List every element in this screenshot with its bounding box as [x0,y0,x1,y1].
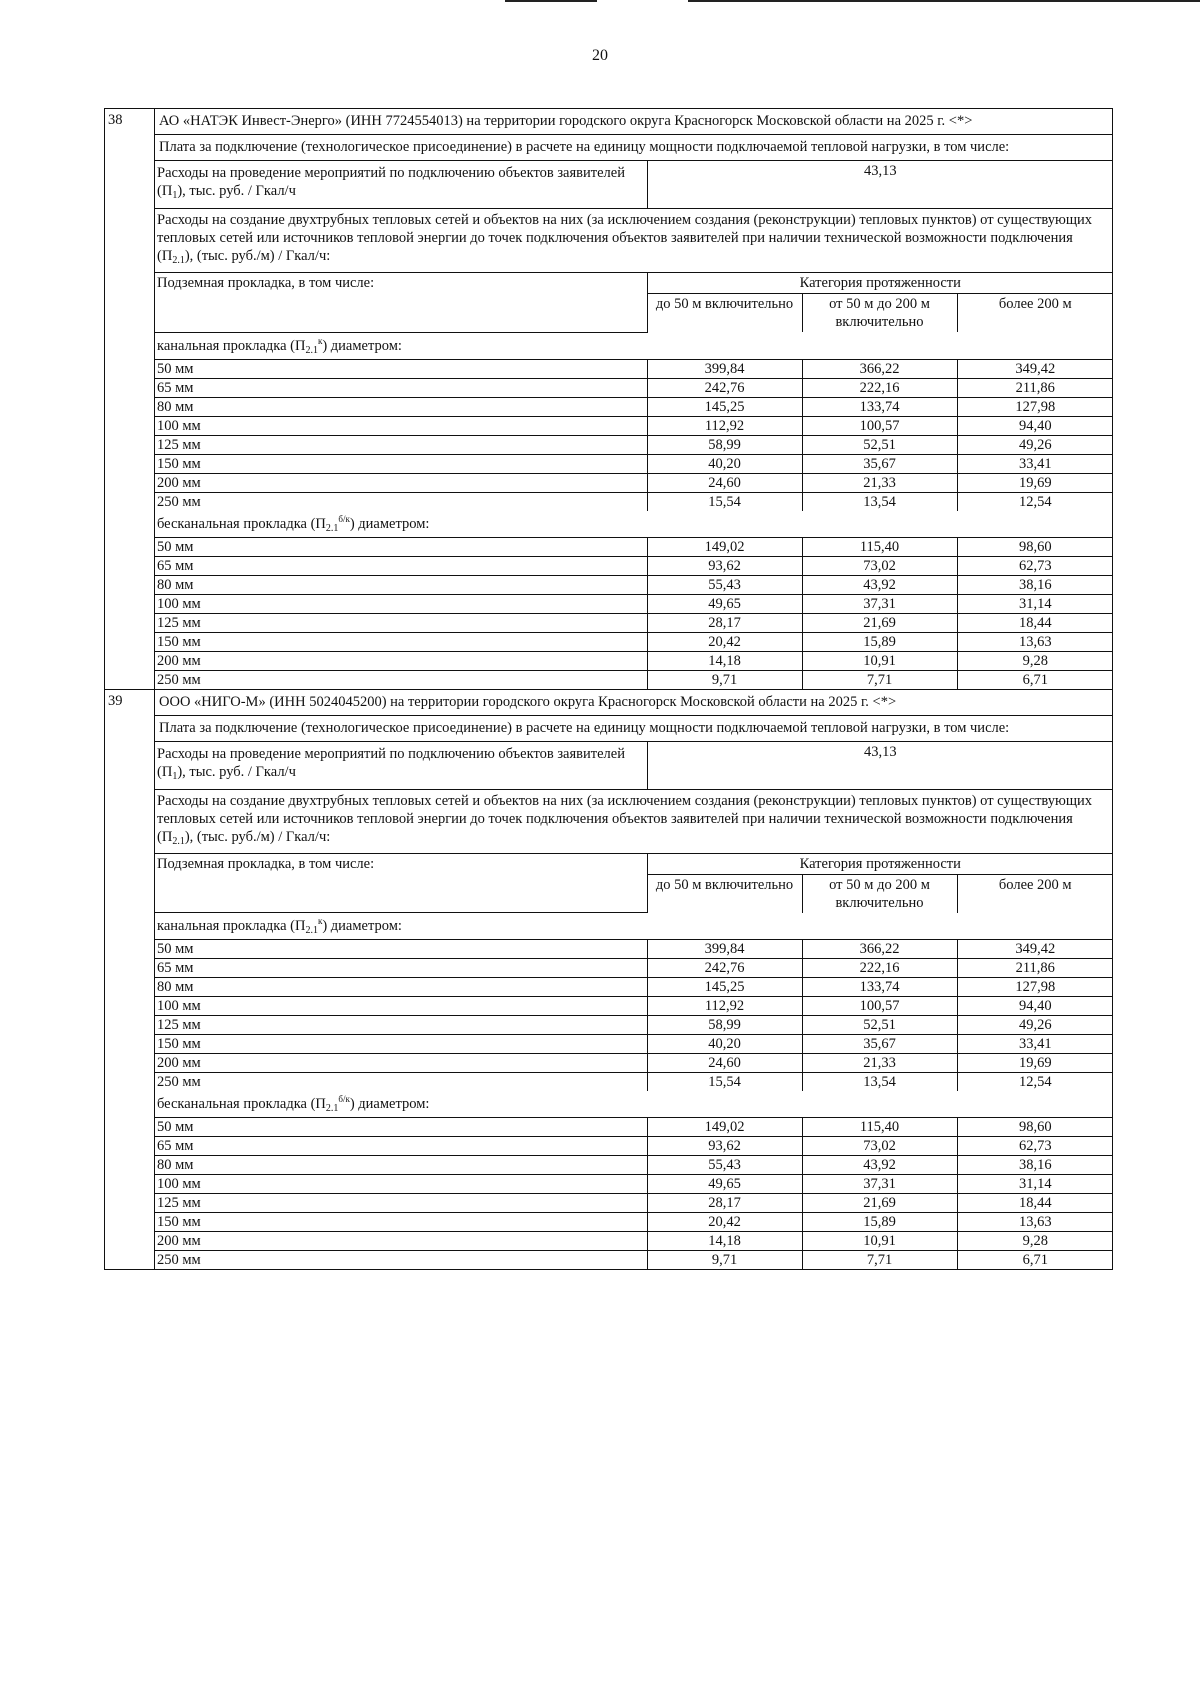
entry-number: 39 [105,689,155,1270]
value-upto-50-cell: 14,18 [647,1232,802,1251]
diameter-cell: 50 мм [155,1118,647,1137]
channel-section-row [155,913,1113,940]
channelless-section-label [155,511,1113,538]
value-upto-50-cell: 55,43 [647,1156,802,1175]
value-upto-50-cell: 15,54 [647,492,802,511]
value-upto-50-cell: 58,99 [647,1016,802,1035]
value-50-200-cell: 73,02 [802,1137,957,1156]
entry-block [155,689,1113,1270]
channel-section-sup: к [317,916,323,926]
channel-section-row [155,332,1113,359]
value-over-200-cell: 9,28 [957,651,1113,670]
underground-header: Подземная прокладка, в том числе: [155,273,647,333]
networks-description [155,789,1113,853]
value-upto-50-cell: 242,76 [647,378,802,397]
value-over-200-cell: 127,98 [957,978,1113,997]
value-over-200-cell: 31,14 [957,1175,1113,1194]
length-category-header: Категория протяженности [647,853,1113,874]
value-50-200-cell: 222,16 [802,378,957,397]
value-upto-50-cell: 58,99 [647,435,802,454]
expense-value: 43,13 [647,161,1113,209]
channel-table-row [155,997,1113,1016]
underground-header: Подземная прокладка, в том числе: [155,853,647,913]
channelless-table-row [155,1194,1113,1213]
channelless-section-sub: 2.1 [325,1103,339,1114]
value-upto-50-cell: 49,65 [647,594,802,613]
channelless-section-sub: 2.1 [325,522,339,534]
value-50-200-cell: 52,51 [802,1016,957,1035]
value-upto-50-cell: 24,60 [647,473,802,492]
value-over-200-cell: 49,26 [957,1016,1113,1035]
diameter-cell: 125 мм [155,1194,647,1213]
diameter-cell: 250 мм [155,1251,647,1270]
channel-table-row [155,492,1113,511]
expense-value: 43,13 [647,741,1113,789]
channel-table-row [155,473,1113,492]
diameter-cell: 250 мм [155,670,647,689]
channel-section-sub: 2.1 [305,344,318,356]
channelless-section-sup: б/к [338,1094,350,1104]
value-50-200-cell: 21,33 [802,473,957,492]
channel-section-label [155,332,1113,359]
value-over-200-cell: 6,71 [957,1251,1113,1270]
channelless-table-row [155,594,1113,613]
networks-text: Расходы на создание двухтрубных тепловых сетей и объектов на них (за исключением создания (реконструкции) тепловых пунктов) от существующих тепловых сетей или источников тепловой энергии до точек подключения объектов заявителей при наличии технической возможности подключения (П [157,212,1093,264]
channelless-table-row [155,1251,1113,1270]
channel-table-row [155,454,1113,473]
top-rule-left [505,0,597,2]
diameter-cell: 65 мм [155,1137,647,1156]
value-50-200-cell: 35,67 [802,454,957,473]
diameter-cell: 100 мм [155,997,647,1016]
diameter-cell: 65 мм [155,378,647,397]
col-header-50-200: от 50 м до 200 м включительно [802,874,957,913]
value-over-200-cell: 38,16 [957,575,1113,594]
value-over-200-cell: 98,60 [957,1118,1113,1137]
entry-number: 38 [105,109,155,690]
diameter-cell: 125 мм [155,613,647,632]
channel-table-row [155,1054,1113,1073]
diameter-cell: 150 мм [155,1035,647,1054]
value-upto-50-cell: 93,62 [647,556,802,575]
expense-label [155,741,647,789]
value-over-200-cell: 13,63 [957,1213,1113,1232]
channel-section-label: канальная прокладка (П [157,918,306,934]
entry-inner-table [155,109,1113,689]
value-50-200-cell: 21,33 [802,1054,957,1073]
value-upto-50-cell: 9,71 [647,1251,802,1270]
value-over-200-cell: 94,40 [957,416,1113,435]
channel-table-row [155,359,1113,378]
channel-table-row [155,940,1113,959]
value-upto-50-cell: 14,18 [647,651,802,670]
diameter-cell: 100 мм [155,1175,647,1194]
diameter-cell: 80 мм [155,978,647,997]
value-50-200-cell: 115,40 [802,1118,957,1137]
diameter-cell: 125 мм [155,435,647,454]
value-upto-50-cell: 93,62 [647,1137,802,1156]
value-over-200-cell: 49,26 [957,435,1113,454]
diameter-cell: 200 мм [155,1232,647,1251]
expense-label-text: Расходы на проведение мероприятий по подключению объектов заявителей (П [157,165,625,199]
channel-table-row [155,1073,1113,1092]
value-over-200-cell: 13,63 [957,632,1113,651]
expense-label-subscript: 1 [172,190,178,201]
value-over-200-cell: 9,28 [957,1232,1113,1251]
value-50-200-cell: 21,69 [802,613,957,632]
diameter-cell: 65 мм [155,959,647,978]
value-upto-50-cell: 9,71 [647,670,802,689]
channel-section-sub: 2.1 [305,925,318,936]
networks-subscript: 2.1 [172,255,185,266]
col-header-over-200: более 200 м [957,294,1113,333]
channelless-table-row [155,1232,1113,1251]
channel-section-tail: ) диаметром: [322,337,402,354]
value-50-200-cell: 21,69 [802,1194,957,1213]
diameter-cell: 250 мм [155,1073,647,1092]
col-header-50-200: от 50 м до 200 м включительно [802,294,957,333]
value-upto-50-cell: 145,25 [647,397,802,416]
diameter-cell: 80 мм [155,397,647,416]
value-50-200-cell: 100,57 [802,997,957,1016]
value-50-200-cell: 10,91 [802,1232,957,1251]
value-over-200-cell: 349,42 [957,940,1113,959]
value-50-200-cell: 37,31 [802,1175,957,1194]
diameter-cell: 150 мм [155,1213,647,1232]
value-50-200-cell: 133,74 [802,397,957,416]
networks-text: Расходы на создание двухтрубных тепловых сетей и объектов на них (за исключением создания (реконструкции) тепловых пунктов) от существующих тепловых сетей или источников тепловой энергии до точек подключения объектов заявителей при наличии технической возможности подключения (П [157,792,1093,845]
channelless-table-row [155,651,1113,670]
diameter-cell: 80 мм [155,575,647,594]
value-upto-50-cell: 28,17 [647,613,802,632]
diameter-cell: 250 мм [155,492,647,511]
diameter-cell: 65 мм [155,556,647,575]
value-50-200-cell: 7,71 [802,1251,957,1270]
value-50-200-cell: 100,57 [802,416,957,435]
value-upto-50-cell: 55,43 [647,575,802,594]
page-number: 20 [592,47,608,64]
channelless-table-row [155,1213,1113,1232]
expense-label-subscript: 1 [172,770,178,782]
networks-tail: ), (тыс. руб./м) / Гкал/ч: [184,828,331,845]
entry-row [105,109,1113,690]
channelless-section-row [155,511,1113,538]
channelless-table-row [155,1118,1113,1137]
channelless-table-row [155,575,1113,594]
value-over-200-cell: 33,41 [957,454,1113,473]
value-over-200-cell: 18,44 [957,613,1113,632]
col-header-upto-50: до 50 м включительно [647,874,802,913]
channel-table-row [155,416,1113,435]
value-upto-50-cell: 145,25 [647,978,802,997]
value-50-200-cell: 366,22 [802,359,957,378]
channelless-section-row [155,1091,1113,1118]
channelless-section-tail: ) диаметром: [349,1096,430,1112]
col-header-over-200: более 200 м [957,874,1113,913]
channelless-table-row [155,1156,1113,1175]
value-over-200-cell: 19,69 [957,1054,1113,1073]
value-upto-50-cell: 40,20 [647,1035,802,1054]
channel-table-row [155,378,1113,397]
channel-table-row [155,978,1113,997]
channelless-table-row [155,556,1113,575]
channel-section-sup: к [317,335,323,346]
value-over-200-cell: 33,41 [957,1035,1113,1054]
diameter-cell: 100 мм [155,416,647,435]
channelless-section-label: бесканальная прокладка (П [157,515,326,532]
networks-subscript: 2.1 [172,835,185,847]
channel-table-row [155,435,1113,454]
value-50-200-cell: 37,31 [802,594,957,613]
col-header-upto-50: до 50 м включительно [647,294,802,333]
length-category-header: Категория протяженности [647,273,1113,294]
value-over-200-cell: 62,73 [957,556,1113,575]
value-over-200-cell: 211,86 [957,959,1113,978]
diameter-cell: 200 мм [155,473,647,492]
entry-inner-table [155,690,1113,1270]
value-50-200-cell: 43,92 [802,1156,957,1175]
value-over-200-cell: 211,86 [957,378,1113,397]
value-50-200-cell: 52,51 [802,435,957,454]
channelless-table-row [155,1175,1113,1194]
value-50-200-cell: 15,89 [802,1213,957,1232]
value-50-200-cell: 15,89 [802,632,957,651]
value-50-200-cell: 13,54 [802,1073,957,1092]
fee-description: Плата за подключение (технологическое присоединение) в расчете на единицу мощности подключаемой тепловой нагрузки, в том числе: [155,135,1113,161]
value-upto-50-cell: 112,92 [647,416,802,435]
diameter-cell: 50 мм [155,537,647,556]
diameter-cell: 200 мм [155,651,647,670]
value-over-200-cell: 31,14 [957,594,1113,613]
channel-table-row [155,959,1113,978]
value-over-200-cell: 98,60 [957,537,1113,556]
value-upto-50-cell: 112,92 [647,997,802,1016]
channel-table-row [155,1035,1113,1054]
expense-label [155,161,647,209]
value-50-200-cell: 222,16 [802,959,957,978]
channelless-table-row [155,632,1113,651]
channel-section-label [155,913,1113,940]
value-upto-50-cell: 149,02 [647,537,802,556]
value-over-200-cell: 38,16 [957,1156,1113,1175]
value-50-200-cell: 35,67 [802,1035,957,1054]
value-upto-50-cell: 24,60 [647,1054,802,1073]
diameter-cell: 80 мм [155,1156,647,1175]
value-50-200-cell: 13,54 [802,492,957,511]
value-over-200-cell: 6,71 [957,670,1113,689]
diameter-cell: 100 мм [155,594,647,613]
value-upto-50-cell: 149,02 [647,1118,802,1137]
value-over-200-cell: 18,44 [957,1194,1113,1213]
channelless-table-row [155,537,1113,556]
value-50-200-cell: 115,40 [802,537,957,556]
value-upto-50-cell: 15,54 [647,1073,802,1092]
entry-title: ООО «НИГО-М» (ИНН 5024045200) на территории городского округа Красногорск Московской области на 2025 г. <*> [155,690,1113,716]
entry-row [105,689,1113,1270]
value-50-200-cell: 133,74 [802,978,957,997]
top-rule-right [688,0,1200,2]
value-over-200-cell: 94,40 [957,997,1113,1016]
channel-section-tail: ) диаметром: [322,918,402,934]
channel-table-row [155,1016,1113,1035]
fee-description: Плата за подключение (технологическое присоединение) в расчете на единицу мощности подключаемой тепловой нагрузки, в том числе: [155,715,1113,741]
value-upto-50-cell: 28,17 [647,1194,802,1213]
channel-section-label: канальная прокладка (П [157,337,306,354]
value-over-200-cell: 349,42 [957,359,1113,378]
channelless-table-row [155,613,1113,632]
value-50-200-cell: 43,92 [802,575,957,594]
value-upto-50-cell: 20,42 [647,632,802,651]
diameter-cell: 125 мм [155,1016,647,1035]
channel-table-row [155,397,1113,416]
diameter-cell: 150 мм [155,632,647,651]
channelless-table-row [155,1137,1113,1156]
entry-block [155,109,1113,690]
channelless-table-row [155,670,1113,689]
value-upto-50-cell: 40,20 [647,454,802,473]
value-upto-50-cell: 20,42 [647,1213,802,1232]
expense-label-text: Расходы на проведение мероприятий по подключению объектов заявителей (П [157,745,625,780]
channelless-section-label [155,1091,1113,1118]
channelless-section-label: бесканальная прокладка (П [157,1096,326,1112]
channelless-section-tail: ) диаметром: [349,515,430,532]
diameter-cell: 50 мм [155,359,647,378]
value-upto-50-cell: 399,84 [647,940,802,959]
value-50-200-cell: 10,91 [802,651,957,670]
diameter-cell: 200 мм [155,1054,647,1073]
networks-description [155,209,1113,273]
diameter-cell: 50 мм [155,940,647,959]
value-over-200-cell: 12,54 [957,1073,1113,1092]
channelless-section-sup: б/к [338,513,350,524]
value-50-200-cell: 366,22 [802,940,957,959]
entry-title: АО «НАТЭК Инвест-Энерго» (ИНН 7724554013) на территории городского округа Красногорск Московской области на 2025 г. <*> [155,109,1113,135]
value-upto-50-cell: 399,84 [647,359,802,378]
diameter-cell: 150 мм [155,454,647,473]
value-over-200-cell: 127,98 [957,397,1113,416]
value-upto-50-cell: 242,76 [647,959,802,978]
networks-tail: ), (тыс. руб./м) / Гкал/ч: [184,248,331,264]
value-50-200-cell: 7,71 [802,670,957,689]
expense-label-tail: ), тыс. руб. / Гкал/ч [177,183,296,199]
value-50-200-cell: 73,02 [802,556,957,575]
value-over-200-cell: 12,54 [957,492,1113,511]
value-over-200-cell: 62,73 [957,1137,1113,1156]
value-over-200-cell: 19,69 [957,473,1113,492]
tariff-table [104,108,1113,1270]
value-upto-50-cell: 49,65 [647,1175,802,1194]
expense-label-tail: ), тыс. руб. / Гкал/ч [177,763,296,780]
